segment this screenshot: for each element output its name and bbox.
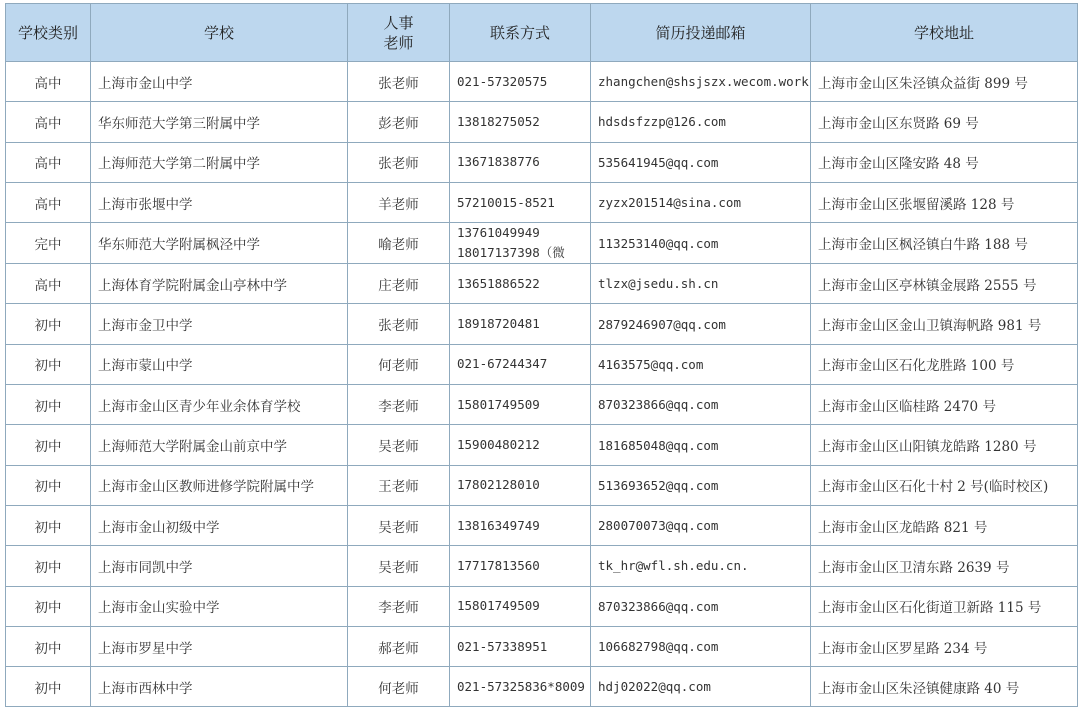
cell-email: 181685048@qq.com <box>591 425 811 465</box>
cell-phone <box>450 264 591 304</box>
cell-teacher: 庄老师 <box>348 264 450 304</box>
cell-teacher: 王老师 <box>348 465 450 505</box>
cell-teacher: 张老师 <box>348 62 450 102</box>
cell-school-name: 华东师范大学第三附属中学 <box>91 102 348 142</box>
table-row <box>6 304 1078 344</box>
cell-school-type: 完中 <box>6 223 91 264</box>
cell-address: 上海市金山区山阳镇龙皓路 1280 号 <box>811 425 1078 465</box>
cell-phone <box>450 102 591 142</box>
cell-email: 2879246907@qq.com <box>591 304 811 344</box>
cell-phone <box>450 344 591 384</box>
cell-email: zhangchen@shsjszx.wecom.work <box>591 62 811 102</box>
cell-school-name: 上海师范大学第二附属中学 <box>91 142 348 182</box>
phone-number: 13816349749 <box>457 517 540 533</box>
cell-email: zyzx201514@sina.com <box>591 182 811 222</box>
cell-teacher: 羊老师 <box>348 182 450 222</box>
cell-phone <box>450 304 591 344</box>
table-row <box>6 223 1078 264</box>
cell-address: 上海市金山区枫泾镇白牛路 188 号 <box>811 223 1078 264</box>
cell-school-name: 上海市金山中学 <box>91 62 348 102</box>
cell-school-name: 上海市西林中学 <box>91 667 348 707</box>
cell-address: 上海市金山区东贤路 69 号 <box>811 102 1078 142</box>
cell-phone <box>450 142 591 182</box>
cell-phone <box>450 546 591 586</box>
cell-phone <box>450 223 591 264</box>
cell-teacher: 彭老师 <box>348 102 450 142</box>
table-row <box>6 182 1078 222</box>
cell-school-type: 初中 <box>6 667 91 707</box>
phone-number: 15801749509 <box>457 598 540 614</box>
header-address: 学校地址 <box>811 4 1078 62</box>
cell-phone <box>450 62 591 102</box>
cell-school-name: 上海市罗星中学 <box>91 626 348 666</box>
table-row <box>6 667 1078 707</box>
phone-number: 021-57320575 <box>457 73 548 89</box>
phone-number: 13761049949 <box>457 225 540 241</box>
cell-teacher: 李老师 <box>348 586 450 626</box>
phone-number: 17717813560 <box>457 557 540 573</box>
cell-school-type: 初中 <box>6 546 91 586</box>
cell-school-name: 上海市金卫中学 <box>91 304 348 344</box>
cell-school-type: 高中 <box>6 182 91 222</box>
header-type: 学校类别 <box>6 4 91 62</box>
schools-table <box>5 3 1078 707</box>
cell-address: 上海市金山区卫清东路 2639 号 <box>811 546 1078 586</box>
header-school: 学校 <box>91 4 348 62</box>
header-teacher-line2: 老师 <box>383 33 414 52</box>
cell-address: 上海市金山区朱泾镇众益街 899 号 <box>811 62 1078 102</box>
cell-school-name: 上海体育学院附属金山亭林中学 <box>91 264 348 304</box>
cell-teacher: 张老师 <box>348 142 450 182</box>
cell-phone <box>450 586 591 626</box>
header-email: 简历投递邮箱 <box>591 4 811 62</box>
cell-school-name: 上海市张堰中学 <box>91 182 348 222</box>
cell-school-type: 初中 <box>6 586 91 626</box>
cell-address: 上海市金山区张堰留溪路 128 号 <box>811 182 1078 222</box>
cell-teacher: 张老师 <box>348 304 450 344</box>
header-contact: 联系方式 <box>450 4 591 62</box>
cell-phone <box>450 385 591 425</box>
cell-school-name: 上海市金山区青少年业余体育学校 <box>91 385 348 425</box>
phone-number: 57210015-8521 <box>457 194 555 210</box>
cell-email: hdsdsfzzp@126.com <box>591 102 811 142</box>
table-row <box>6 505 1078 545</box>
table-row <box>6 586 1078 626</box>
phone-number: 021-57338951 <box>457 638 548 654</box>
cell-phone <box>450 626 591 666</box>
cell-school-type: 高中 <box>6 102 91 142</box>
cell-email: 113253140@qq.com <box>591 223 811 264</box>
phone-number: 17802128010 <box>457 477 540 493</box>
header-teacher <box>348 4 450 62</box>
cell-email: 280070073@qq.com <box>591 505 811 545</box>
cell-school-name: 上海市同凯中学 <box>91 546 348 586</box>
cell-email: tlzx@jsedu.sh.cn <box>591 264 811 304</box>
cell-teacher: 李老师 <box>348 385 450 425</box>
phone-number: 13671838776 <box>457 154 540 170</box>
cell-address: 上海市金山区金山卫镇海帆路 981 号 <box>811 304 1078 344</box>
cell-school-type: 初中 <box>6 626 91 666</box>
phone-number: 13818275052 <box>457 113 540 129</box>
cell-teacher: 何老师 <box>348 344 450 384</box>
phone-number: 13651886522 <box>457 275 540 291</box>
cell-school-type: 初中 <box>6 304 91 344</box>
cell-teacher: 吴老师 <box>348 546 450 586</box>
cell-school-type: 初中 <box>6 385 91 425</box>
table-row <box>6 385 1078 425</box>
cell-school-type: 初中 <box>6 425 91 465</box>
phone-number: 15900480212 <box>457 437 540 453</box>
phone-number: 18017137398（微 <box>457 245 565 261</box>
cell-address: 上海市金山区罗星路 234 号 <box>811 626 1078 666</box>
cell-teacher: 喻老师 <box>348 223 450 264</box>
cell-phone <box>450 505 591 545</box>
cell-email: 870323866@qq.com <box>591 385 811 425</box>
table-row <box>6 264 1078 304</box>
header-teacher-line1: 人事 <box>383 13 414 32</box>
cell-teacher: 何老师 <box>348 667 450 707</box>
cell-email: 106682798@qq.com <box>591 626 811 666</box>
table-body <box>6 62 1078 707</box>
cell-teacher: 吴老师 <box>348 425 450 465</box>
cell-phone <box>450 182 591 222</box>
cell-address: 上海市金山区石化十村 2 号(临时校区) <box>811 465 1078 505</box>
table-row <box>6 425 1078 465</box>
cell-school-name: 上海市蒙山中学 <box>91 344 348 384</box>
table-row <box>6 465 1078 505</box>
cell-phone <box>450 425 591 465</box>
table-row <box>6 344 1078 384</box>
table-row <box>6 546 1078 586</box>
table-row <box>6 626 1078 666</box>
phone-number: 021-57325836*8009 <box>457 678 585 694</box>
cell-email: 513693652@qq.com <box>591 465 811 505</box>
cell-school-type: 初中 <box>6 344 91 384</box>
cell-school-name: 上海师范大学附属金山前京中学 <box>91 425 348 465</box>
cell-phone <box>450 667 591 707</box>
cell-school-type: 高中 <box>6 142 91 182</box>
cell-school-name: 华东师范大学附属枫泾中学 <box>91 223 348 264</box>
cell-address: 上海市金山区隆安路 48 号 <box>811 142 1078 182</box>
cell-email: tk_hr@wfl.sh.edu.cn. <box>591 546 811 586</box>
cell-school-name: 上海市金山初级中学 <box>91 505 348 545</box>
header-row <box>6 4 1078 62</box>
cell-address: 上海市金山区石化街道卫新路 115 号 <box>811 586 1078 626</box>
cell-teacher: 吴老师 <box>348 505 450 545</box>
cell-address: 上海市金山区临桂路 2470 号 <box>811 385 1078 425</box>
cell-address: 上海市金山区亭林镇金展路 2555 号 <box>811 264 1078 304</box>
table-row <box>6 62 1078 102</box>
cell-email: 535641945@qq.com <box>591 142 811 182</box>
cell-school-type: 初中 <box>6 465 91 505</box>
cell-email: hdj02022@qq.com <box>591 667 811 707</box>
cell-email: 870323866@qq.com <box>591 586 811 626</box>
table-row <box>6 102 1078 142</box>
phone-number: 15801749509 <box>457 396 540 412</box>
cell-address: 上海市金山区石化龙胜路 100 号 <box>811 344 1078 384</box>
cell-teacher: 郝老师 <box>348 626 450 666</box>
cell-address: 上海市金山区龙皓路 821 号 <box>811 505 1078 545</box>
phone-number: 18918720481 <box>457 316 540 332</box>
cell-school-type: 高中 <box>6 62 91 102</box>
cell-school-name: 上海市金山区教师进修学院附属中学 <box>91 465 348 505</box>
phone-number: 021-67244347 <box>457 356 548 372</box>
cell-school-name: 上海市金山实验中学 <box>91 586 348 626</box>
cell-email: 4163575@qq.com <box>591 344 811 384</box>
cell-school-type: 初中 <box>6 505 91 545</box>
table-row <box>6 142 1078 182</box>
cell-phone <box>450 465 591 505</box>
cell-address: 上海市金山区朱泾镇健康路 40 号 <box>811 667 1078 707</box>
cell-school-type: 高中 <box>6 264 91 304</box>
